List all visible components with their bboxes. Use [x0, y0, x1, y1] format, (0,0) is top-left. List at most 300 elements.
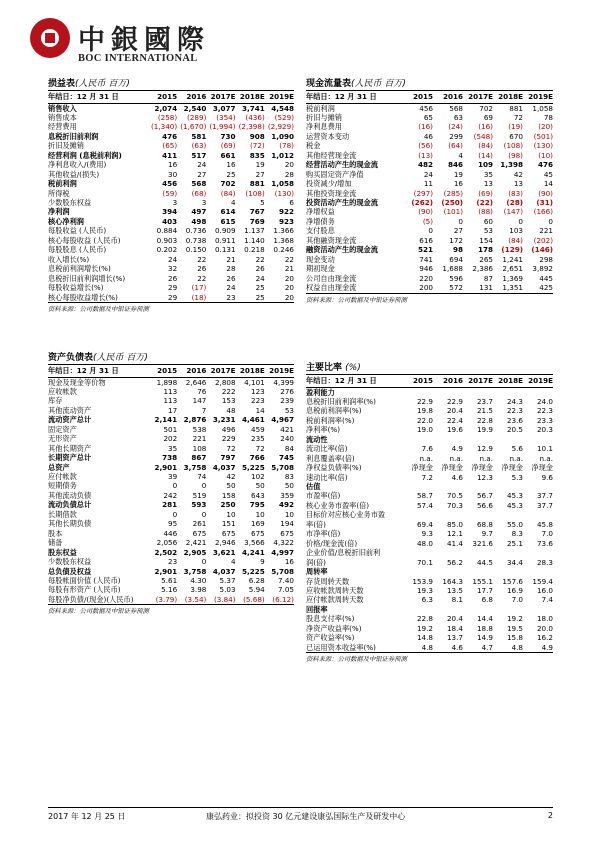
table-cell: 45.3	[506, 500, 523, 510]
table-row	[306, 539, 553, 548]
table-cell: 净现金	[501, 463, 523, 473]
column-header: 2016	[433, 91, 463, 103]
table-cell: 37.7	[536, 491, 553, 501]
table-cell: 767	[249, 207, 265, 217]
table-cell: 5,708	[271, 566, 294, 576]
row-label: 目标价对应核心业务市盈	[306, 510, 386, 520]
table-cell: 5.16	[161, 585, 178, 595]
table-cell: 13	[513, 179, 523, 189]
table-cell: 2,141	[154, 415, 178, 425]
table-cell: 102	[251, 472, 265, 482]
table-cell: 13.5	[446, 586, 463, 596]
table-cell: 261	[192, 519, 207, 529]
table-cell	[433, 387, 463, 397]
table-cell	[433, 482, 463, 491]
table-cell	[403, 548, 433, 557]
table-cell: 35	[483, 169, 493, 179]
row-label: 应付帐款周转天数	[306, 595, 364, 605]
boc-logo	[30, 18, 230, 70]
table-cell: 20.4	[446, 614, 463, 624]
table-cell: n.a.	[479, 453, 493, 463]
table-cell: (5)	[422, 216, 433, 226]
table-cell: 1,898	[156, 377, 178, 387]
table-cell: (108)	[245, 188, 265, 198]
row-label: 库存	[48, 396, 63, 406]
table-cell: 28.3	[536, 557, 553, 567]
table-row	[48, 396, 294, 405]
row-label: 息税折旧前利润率(%)	[306, 396, 376, 406]
table-cell: (1,340)	[151, 122, 178, 132]
table-cell	[403, 605, 433, 614]
table-row	[306, 226, 553, 235]
table-row	[306, 529, 553, 538]
table-cell: 109	[477, 160, 493, 170]
table-cell: 48	[226, 405, 236, 415]
table-cell: 846	[447, 160, 463, 170]
table-cell: 24	[226, 283, 236, 293]
row-label: 周转率	[306, 567, 328, 577]
table-row	[306, 113, 553, 122]
table-cell: (28)	[506, 198, 523, 208]
row-label: 收入增长(%)	[48, 254, 90, 264]
table-row	[306, 387, 553, 397]
table-cell: 4,101	[244, 377, 265, 387]
key-ratios-table	[306, 375, 553, 652]
table-cell: 18.8	[476, 623, 493, 633]
row-label: 储备	[48, 538, 63, 548]
table-row	[48, 595, 294, 604]
table-row	[48, 576, 294, 585]
table-cell	[493, 482, 523, 491]
logo-english: BOC INTERNATIONAL	[78, 53, 198, 64]
table-cell: 223	[251, 396, 265, 406]
table-cell: 153.9	[412, 576, 433, 586]
table-cell: 730	[220, 131, 236, 141]
table-cell: 95	[168, 519, 178, 529]
row-label: 每股帐面价值 (人民币)	[48, 576, 121, 586]
table-row	[48, 217, 294, 226]
table-cell: 923	[278, 216, 294, 226]
table-cell: (56)	[418, 141, 433, 151]
table-row	[306, 473, 553, 482]
table-cell: 835	[249, 150, 265, 160]
table-cell: 98	[452, 245, 463, 255]
row-label: 核心业务市盈率(倍)	[306, 500, 370, 510]
row-label: 息税折旧前利润	[48, 131, 99, 141]
table-cell: 48.0	[416, 538, 433, 548]
table-header-row	[306, 375, 553, 387]
row-label: 税前利润	[48, 179, 77, 189]
table-cell: (258)	[157, 112, 178, 122]
table-cell: 7.05	[277, 585, 294, 595]
row-label: 净增债务	[306, 216, 335, 226]
table-cell: 10	[284, 509, 294, 519]
table-cell: (202)	[533, 235, 553, 245]
table-cell: 22.9	[416, 396, 433, 406]
row-label: 每股收益 (人民币)	[48, 226, 107, 236]
table-cell: 4	[230, 557, 236, 567]
table-cell: 8.3	[511, 529, 523, 539]
table-cell: 151	[221, 519, 236, 529]
table-cell: 4.6	[451, 472, 463, 482]
table-cell: 23.3	[536, 415, 553, 425]
table-cell: 675	[280, 528, 294, 538]
table-cell: 0	[458, 216, 463, 226]
table-row	[48, 434, 294, 443]
table-cell: 0.150	[185, 245, 207, 255]
row-label: 期初现金	[306, 264, 335, 274]
table-cell: 70.3	[446, 500, 463, 510]
table-cell: 5.6	[511, 444, 523, 454]
table-cell: 7.2	[421, 472, 433, 482]
table-cell: (3.79)	[155, 594, 178, 604]
table-cell: 20	[284, 283, 294, 293]
table-cell: 50	[226, 481, 236, 491]
table-cell: 5.3	[511, 472, 523, 482]
table-cell: 22.9	[446, 396, 463, 406]
table-cell: 154	[479, 235, 493, 245]
table-cell: 492	[278, 500, 294, 510]
table-cell: 5	[260, 198, 265, 208]
table-row	[48, 255, 294, 264]
table-cell: 12.1	[446, 529, 463, 539]
table-cell: n.a.	[419, 453, 433, 463]
table-cell: 14.9	[476, 633, 493, 643]
table-row	[48, 236, 294, 245]
row-label: 每股收益增长(%)	[48, 283, 104, 293]
row-label: 流动负债总计	[48, 500, 92, 510]
table-cell: 28	[284, 169, 294, 179]
table-cell: (108)	[503, 141, 523, 151]
table-cell: (24)	[448, 122, 463, 132]
table-cell: 0	[201, 509, 207, 519]
table-cell: 46	[423, 131, 433, 141]
table-header-row	[306, 91, 553, 103]
table-cell: 56.7	[476, 491, 493, 501]
table-cell: 867	[191, 453, 207, 463]
table-cell: 28	[226, 264, 236, 274]
table-cell: 1.368	[273, 235, 294, 245]
table-cell: 22	[197, 254, 207, 264]
row-label: 应付帐款	[48, 472, 77, 482]
table-cell: 净现金	[471, 463, 493, 473]
table-cell	[463, 435, 493, 444]
table-cell: 675	[192, 528, 207, 538]
table-cell	[493, 510, 523, 519]
table-cell: 795	[249, 500, 265, 510]
row-label: 税前利润	[306, 103, 335, 113]
table-cell: 235	[251, 434, 265, 444]
row-label: 销售收入	[48, 103, 77, 113]
table-row	[48, 567, 294, 576]
table-row	[306, 274, 553, 283]
table-cell: (354)	[216, 112, 236, 122]
table-cell: 14.4	[476, 614, 493, 624]
row-label: 流动比率(倍)	[306, 444, 348, 454]
table-cell: 53	[284, 405, 294, 415]
table-cell: 净现金	[531, 463, 553, 473]
row-label: 盈利能力	[306, 387, 335, 397]
table-row	[306, 567, 553, 576]
table-cell: 113	[163, 396, 178, 406]
table-cell: 0	[548, 216, 553, 226]
table-cell: 83	[284, 472, 294, 482]
table-cell: 63	[453, 112, 463, 122]
table-cell: 68.8	[476, 519, 493, 529]
table-cell: 14	[543, 179, 553, 189]
row-label: 其他长期资产	[48, 443, 92, 453]
table-cell: 27	[255, 169, 265, 179]
table-cell: 6	[289, 198, 294, 208]
table-row	[48, 283, 294, 292]
table-cell: 17	[168, 405, 178, 415]
table-row	[48, 264, 294, 273]
column-header: 年结日：12 月 31 日	[306, 375, 403, 387]
table-cell: 16.0	[536, 586, 553, 596]
table-cell: 16	[168, 160, 178, 170]
table-cell: 596	[449, 273, 463, 283]
table-row	[306, 132, 553, 141]
table-cell: 497	[191, 207, 207, 217]
table-cell: 881	[249, 179, 265, 189]
table-cell: 22.4	[446, 415, 463, 425]
table-cell: 169	[251, 519, 265, 529]
table-row	[306, 264, 553, 273]
row-label: 净利润	[48, 207, 70, 217]
table-cell: 10	[255, 509, 265, 519]
row-label: 利息覆盖率(倍)	[306, 453, 355, 463]
row-label: 税前利润率(%)	[306, 415, 355, 425]
table-cell	[463, 567, 493, 576]
table-cell: 56.6	[476, 500, 493, 510]
table-cell: (90)	[538, 188, 553, 198]
column-header: 2015	[148, 365, 177, 377]
table-cell	[523, 510, 553, 519]
table-cell: (548)	[473, 131, 493, 141]
table-cell: 521	[417, 245, 433, 255]
table-cell: 482	[417, 160, 433, 170]
row-label: 润(倍)	[306, 557, 326, 567]
table-cell: 5.94	[248, 585, 265, 595]
table-row	[48, 585, 294, 594]
table-cell: 421	[280, 424, 294, 434]
row-label: 经营活动产生的现金流	[306, 160, 378, 170]
row-label: 流动资产总计	[48, 415, 92, 425]
table-cell: 3,566	[244, 538, 265, 548]
table-cell: (64)	[448, 141, 463, 151]
table-cell: 147	[192, 396, 207, 406]
table-cell: 4.30	[190, 576, 207, 586]
table-row	[48, 500, 294, 509]
table-cell: 1,398	[500, 160, 523, 170]
table-row	[48, 529, 294, 538]
table-cell: 45	[543, 169, 553, 179]
table-cell: 39	[168, 472, 178, 482]
table-cell: 5,225	[242, 462, 265, 472]
table-cell: 164.3	[442, 576, 463, 586]
table-cell: 445	[539, 273, 553, 283]
table-row	[306, 463, 553, 472]
table-row	[306, 283, 553, 292]
cash-flow-table	[306, 91, 553, 293]
table-cell: 8.1	[451, 595, 463, 605]
table-cell: 9.7	[481, 529, 493, 539]
table-cell: 27	[453, 226, 463, 236]
table-cell: 25	[255, 292, 265, 302]
table-cell: 73.6	[536, 538, 553, 548]
table-cell: 72	[226, 443, 236, 453]
table-cell: 2,421	[185, 538, 207, 548]
column-header: 2017E	[206, 365, 235, 377]
row-label: 资产收益率(%)	[306, 633, 355, 643]
table-cell: 4,037	[212, 566, 236, 576]
table-cell: 19.0	[416, 425, 433, 435]
row-label: 息税折旧前利润增长(%)	[48, 273, 126, 283]
table-row	[48, 207, 294, 216]
table-cell: (65)	[162, 141, 178, 151]
footer-report-title: 康弘药业：拟投资 30 亿元建设康弘国际生产及研发中心	[206, 812, 406, 821]
column-header: 年结日：12 月 31 日	[306, 91, 403, 103]
table-row	[306, 151, 553, 160]
table-cell: 403	[162, 216, 178, 226]
table-cell: 1,058	[532, 103, 553, 113]
table-cell: 108	[192, 443, 207, 453]
table-row	[306, 122, 553, 131]
table-cell: (101)	[443, 207, 463, 217]
table-cell: 19.6	[446, 425, 463, 435]
table-cell: 16.9	[506, 586, 523, 596]
table-cell: 2,502	[154, 547, 178, 557]
table-cell: (22)	[476, 198, 493, 208]
table-row	[306, 482, 553, 491]
table-cell: 4,967	[271, 415, 294, 425]
table-cell: 35	[168, 443, 178, 453]
table-cell: 0.246	[273, 245, 294, 255]
table-cell: 32	[168, 264, 178, 274]
table-cell: 1,351	[502, 283, 523, 293]
table-cell: 459	[251, 424, 265, 434]
table-cell: 153	[221, 396, 236, 406]
table-row	[306, 444, 553, 453]
table-cell: (297)	[413, 188, 433, 198]
table-cell: 19.9	[476, 425, 493, 435]
table-cell: 3,621	[212, 547, 236, 557]
table-cell: (83)	[508, 188, 523, 198]
table-cell: 24	[255, 273, 265, 283]
table-row	[48, 377, 294, 387]
table-cell	[493, 387, 523, 397]
table-row	[306, 586, 553, 595]
table-cell: 7.4	[541, 595, 553, 605]
page-footer	[48, 807, 553, 821]
table-row	[306, 558, 553, 567]
table-cell: (289)	[187, 112, 207, 122]
row-label: 每股有形资产 (人民币)	[48, 585, 121, 595]
table-row	[306, 245, 553, 254]
table-cell: 3,758	[183, 462, 207, 472]
table-cell	[493, 567, 523, 576]
table-cell: 20	[284, 160, 294, 170]
table-cell: 0.884	[156, 226, 178, 236]
table-cell: 501	[163, 424, 178, 434]
table-cell: 359	[280, 490, 294, 500]
table-cell: 572	[449, 283, 463, 293]
table-cell: 22.3	[536, 406, 553, 416]
table-cell: (1,670)	[180, 122, 207, 132]
table-cell: 538	[192, 424, 207, 434]
table-cell: 22.3	[506, 406, 523, 416]
table-cell: (6.12)	[272, 594, 294, 604]
table-cell: 2,808	[214, 377, 236, 387]
table-cell: (501)	[533, 131, 553, 141]
table-cell: 22	[255, 254, 265, 264]
table-cell	[433, 567, 463, 576]
table-row	[48, 189, 294, 198]
table-cell: 946	[419, 264, 433, 274]
table-row	[48, 415, 294, 424]
row-label: 股东权益	[48, 547, 77, 557]
table-cell: 14.8	[416, 633, 433, 643]
table-cell: 15.8	[506, 633, 523, 643]
column-header: 2016	[177, 91, 206, 103]
table-cell: 1,241	[502, 254, 523, 264]
column-header: 2019E	[523, 91, 553, 103]
table-row	[48, 160, 294, 169]
table-cell: 4.9	[451, 444, 463, 454]
table-cell: 123	[251, 386, 265, 396]
table-row	[48, 274, 294, 283]
table-cell: 0	[201, 481, 207, 491]
table-cell: 70.5	[446, 491, 463, 501]
table-cell: 4.7	[481, 642, 493, 652]
table-cell: 14	[255, 405, 265, 415]
row-label: 运营资本变动	[306, 131, 350, 141]
income-statement-table	[48, 91, 294, 302]
column-header: 2018E	[493, 375, 523, 387]
table-cell: 2,540	[183, 103, 207, 113]
table-cell: 16	[226, 160, 236, 170]
table-cell: 240	[280, 434, 294, 444]
table-cell: (3.84)	[213, 594, 236, 604]
table-row	[48, 122, 294, 131]
ratios-source-note: 资料来源：公司数据及中银证券预测	[306, 652, 553, 664]
table-cell: 881	[509, 103, 523, 113]
row-label: 支付股息	[306, 226, 335, 236]
table-cell: 766	[249, 453, 265, 463]
table-cell: 1,688	[442, 264, 463, 274]
table-row	[48, 226, 294, 235]
table-cell: 157.6	[502, 576, 523, 586]
table-row	[48, 198, 294, 207]
table-cell: 24	[197, 160, 207, 170]
table-cell: 9.6	[541, 472, 553, 482]
table-cell: 675	[251, 528, 265, 538]
table-cell: 27	[197, 169, 207, 179]
table-cell: 72	[255, 443, 265, 453]
balance-sheet-title: 资产负债表(人民币 百万)	[48, 352, 294, 365]
column-header: 年结日：12 月 31 日	[48, 365, 148, 377]
table-cell: 456	[162, 179, 178, 189]
table-cell: 29	[168, 292, 178, 302]
table-cell: (3.54)	[184, 594, 207, 604]
table-cell: 2,386	[472, 264, 493, 274]
table-cell: 7	[201, 405, 207, 415]
table-cell: 5,225	[242, 566, 265, 576]
table-cell: 17.7	[476, 586, 493, 596]
table-cell: (166)	[533, 207, 553, 217]
table-cell: 498	[191, 216, 207, 226]
table-cell	[403, 387, 433, 397]
